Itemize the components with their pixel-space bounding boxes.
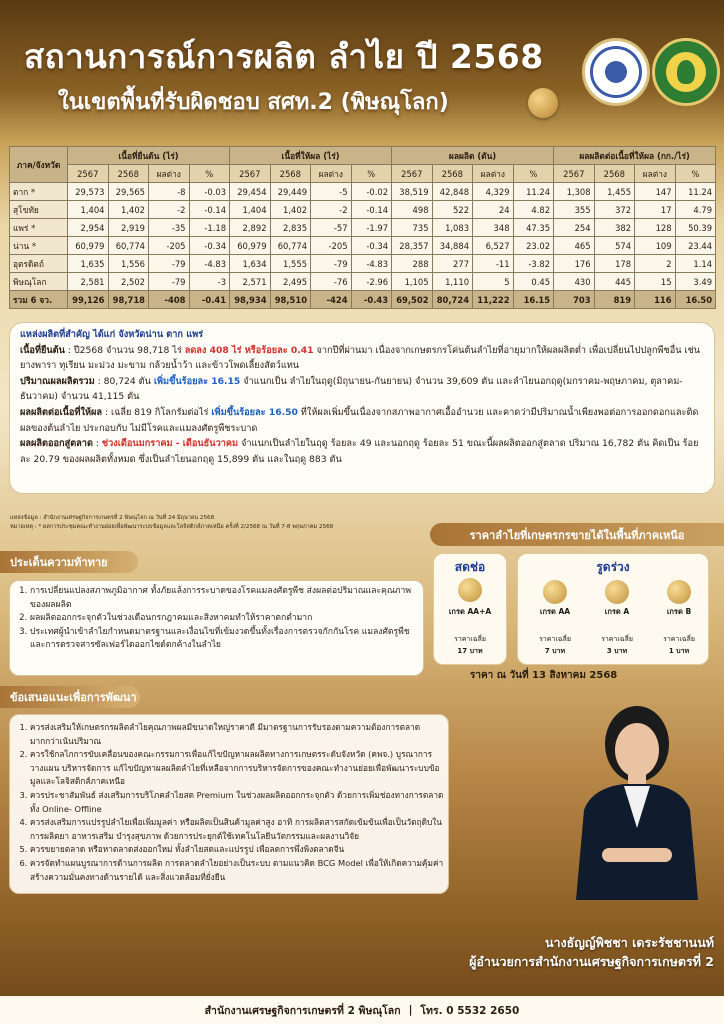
price-panel <box>433 553 709 665</box>
table-cell: 735 <box>392 219 433 237</box>
note-line: หมายเหตุ : * ผลการประชุมคณะทำงานย่อยเพื่อพัฒนาระบบข้อมูลและโลจิสติกส์ภาคเหนือ ครั้งที่ 2/2568 ณ วันที่ 7-8 พฤษภาคม 2568 <box>10 524 334 530</box>
group-header: เนื้อที่ยืนต้น (ไร่) <box>68 147 230 165</box>
column-header: % <box>513 165 554 183</box>
table-cell: -11 <box>473 255 514 273</box>
total-cell: 16.50 <box>675 291 716 309</box>
table-cell: 60,774 <box>270 237 311 255</box>
table-cell: -2 <box>149 201 190 219</box>
price-date: ราคา ณ วันที่ 13 สิงหาคม 2568 <box>470 670 618 681</box>
area-highlight: ลดลง 408 ไร่ หรือร้อยละ 0.41 <box>184 344 314 356</box>
table-cell: 430 <box>554 273 595 291</box>
director-name: นางธัญญ์พิชชา เดระรัชชานนท์ <box>544 935 714 950</box>
yield-paragraph <box>20 405 704 436</box>
table-row <box>10 273 716 291</box>
group-header: ผลผลิตต่อเนื้อที่ให้ผล (กก./ไร่) <box>554 147 716 165</box>
column-header: 2568 <box>594 165 635 183</box>
table-cell: 47.35 <box>513 219 554 237</box>
table-cell: 382 <box>594 219 635 237</box>
table-cell: -8 <box>149 183 190 201</box>
column-header: 2568 <box>270 165 311 183</box>
table-cell: 355 <box>554 201 595 219</box>
province-cell: น่าน * <box>10 237 68 255</box>
province-cell: พิษณุโลก <box>10 273 68 291</box>
table-cell: 147 <box>635 183 676 201</box>
column-header: % <box>351 165 392 183</box>
table-cell: 3.49 <box>675 273 716 291</box>
table-cell: -5 <box>311 183 352 201</box>
table-cell: 11.24 <box>675 183 716 201</box>
table-cell: 1,634 <box>230 255 271 273</box>
longan-icon <box>667 580 691 604</box>
table-cell: -3.82 <box>513 255 554 273</box>
total-cell: 703 <box>554 291 595 309</box>
longan-icon <box>605 580 629 604</box>
table-cell: 60,979 <box>68 237 109 255</box>
table-cell: 288 <box>392 255 433 273</box>
table-cell: 1,635 <box>68 255 109 273</box>
footer-org: สำนักงานเศรษฐกิจการเกษตรที่ 2 พิษณุโลก <box>204 1004 401 1017</box>
total-cell: 98,934 <box>230 291 271 309</box>
longan-icon <box>543 580 567 604</box>
table-cell: 34,884 <box>432 237 473 255</box>
loose-price-label: ราคาเฉลี่ย <box>539 635 571 643</box>
table-cell: 42,848 <box>432 183 473 201</box>
table-cell: 1,110 <box>432 273 473 291</box>
page-subtitle: ในเขตพื้นที่รับผิดชอบ สศท.2 (พิษณุโลก) <box>58 90 449 115</box>
total-cell: 98,510 <box>270 291 311 309</box>
loose-price-label: ราคาเฉลี่ย <box>663 635 695 643</box>
column-header: % <box>189 165 230 183</box>
table-cell: 0.45 <box>513 273 554 291</box>
loose-grade: เกรด B <box>666 607 692 616</box>
table-cell: 498 <box>392 201 433 219</box>
area-text-rest: จากปีที่ผ่านมา เนื่องจากเกษตรกรโค่นต้นลำไยที่อายุมากให้ผลผลิตต่ำ เพื่อเปลี่ยนไปปลูกพืชอื่น เช่น ยางพารา ทุเรียน มะม่วง มะขาม กล้วยน้ำว้า และข้าวโพดเลี้ยงสัตว์แทน <box>20 344 701 372</box>
table-cell: 2,502 <box>108 273 149 291</box>
column-header: 2567 <box>554 165 595 183</box>
table-row <box>10 237 716 255</box>
total-cell: 98,718 <box>108 291 149 309</box>
fresh-title: สดช่อ <box>454 560 486 574</box>
table-cell: 2,495 <box>270 273 311 291</box>
table-cell: -1.18 <box>189 219 230 237</box>
table-cell: 1,402 <box>270 201 311 219</box>
table-cell: 38,519 <box>392 183 433 201</box>
table-cell: -4.83 <box>351 255 392 273</box>
table-cell: 348 <box>473 219 514 237</box>
table-cell: 29,565 <box>108 183 149 201</box>
market-text-rest: จำแนกเป็นลำไยในฤดู ร้อยละ 49 และนอกฤดู ร้อยละ 51 ขณะนี้ผลผลิตออกสู่ตลาด ปริมาณ 16,782 ตัน คิดเป็น ร้อยละ 20.79 ของผลผลิตทั้งหมด ซึ่งเป็นลำไยนอกฤดู 15,899 ตัน และในฤดู 883 ตัน <box>20 438 699 465</box>
table-cell: -4.83 <box>189 255 230 273</box>
table-cell: 4.79 <box>675 201 716 219</box>
production-paragraph <box>20 374 704 405</box>
suggestions-heading: ข้อเสนอแนะเพื่อการพัฒนา <box>0 686 140 708</box>
production-text-rest: จำแนกเป็น ลำไยในฤดู(มิถุนายน-กันยายน) จำนวน 39,609 ตัน และลำไยนอกฤดู(มกราคม-พฤษภาคม, ตุลาคม-ธันวาคม) จำนวน 41,115 ตัน <box>20 375 683 403</box>
fresh-bunch-card <box>433 553 507 665</box>
table-cell: -79 <box>149 255 190 273</box>
suggestion-item: 2. ควรใช้กลไกการขับเคลื่อนของคณะกรรมการเพื่อแก้ไขปัญหาผลผลิตทางการเกษตรระดับจังหวัด (คพจ.) บูรณาการวางแผน บริหารจัดการ แก้ไขปัญหาผลผลิตลำไยที่เหลือจากการบริหารจัดการของคณะทำงานย่อยเพื่อพัฒนาระบบข้อมูลและโลจิสติกส์ภาคเหนือ <box>30 748 444 789</box>
loose-price: 1 บาท <box>668 647 690 655</box>
table-cell: 29,454 <box>230 183 271 201</box>
challenge-item: 3. ประเทศผู้นำเข้าลำไยกำหนดมาตรฐานและเงื่อนไขที่เข้มงวดขึ้นทั้งเรื่องการตรวจกักกันโรค แมลงศัตรูพืชและการตรวจสารซัลเฟอร์ไดออกไซด์ตกค้างในลำไย <box>30 626 415 653</box>
table-cell: 574 <box>594 237 635 255</box>
price-banner: ราคาลำไยที่เกษตรกรขายได้ในพื้นที่ภาคเหนือ <box>430 523 724 546</box>
loose-price: 3 บาท <box>606 647 628 655</box>
table-cell: 1.14 <box>675 255 716 273</box>
challenge-item: 2. ผลผลิตออกกระจุกตัวในช่วงเดือนกรกฎาคมและสิงหาคมทำให้ราคาตกต่ำมาก <box>30 612 415 626</box>
production-table <box>9 146 715 309</box>
total-cell: 819 <box>594 291 635 309</box>
total-cell: 16.15 <box>513 291 554 309</box>
group-header: เนื้อที่ให้ผล (ไร่) <box>230 147 392 165</box>
total-cell: 99,126 <box>68 291 109 309</box>
table-cell: 2 <box>635 255 676 273</box>
suggestion-item: 6. ควรจัดทำแผนบูรณาการด้านการผลิต การตลาดลำไยอย่างเป็นระบบ ตามแนวคิด BCG Model เพื่อให้เกิดความคุ้มค่า สร้างความมั่นคงทางด้านรายได้ และสิ่งแวดล้อมที่ยั่งยืน <box>30 857 444 884</box>
source-notes <box>10 514 333 532</box>
table-cell: -1.97 <box>351 219 392 237</box>
total-cell: 116 <box>635 291 676 309</box>
table-cell: 2,835 <box>270 219 311 237</box>
table-cell: 4,329 <box>473 183 514 201</box>
table-cell: 5 <box>473 273 514 291</box>
column-header: 2568 <box>108 165 149 183</box>
ministry-logo <box>652 38 720 106</box>
suggestion-item: 3. ควรประชาสัมพันธ์ ส่งเสริมการบริโภคลำไยสด Premium ในช่วงผลผลิตออกกระจุกตัว ด้วยการเพิ่มช่องทางการตลาดทั้ง Online- Offline <box>30 789 444 816</box>
table-cell: 4.82 <box>513 201 554 219</box>
suggestion-item: 5. ควรขยายตลาด หรือหาตลาดส่งออกใหม่ ทั้งลำไยสดและแปรรูป เพื่อลดการพึ่งพิงตลาดจีน <box>30 843 444 857</box>
market-text: : <box>92 438 102 450</box>
loose-price-label: ราคาเฉลี่ย <box>601 635 633 643</box>
table-cell: 109 <box>635 237 676 255</box>
suggestion-item: 4. ควรส่งเสริมการแปรรูปลำไยเพื่อเพิ่มมูลค่า หรือผลิตเป็นสินค้ามูลค่าสูง อาทิ การผลิตสารสกัดเข้มข้นเพื่อเป็นวัตถุดิบในการผลิตยา อาหารเสริม บำรุงสุขภาพ ด้วยการประยุกต์ใช้เทคโนโลยีนวัตกรรมและผลงานวิจัย <box>30 816 444 843</box>
table-cell: 128 <box>635 219 676 237</box>
table-cell: 1,402 <box>108 201 149 219</box>
table-cell: 2,892 <box>230 219 271 237</box>
market-label: ผลผลิตออกสู่ตลาด <box>20 438 93 450</box>
table-cell: 465 <box>554 237 595 255</box>
longan-bunch-icon <box>458 578 482 602</box>
table-cell: -2 <box>311 201 352 219</box>
table-row <box>10 255 716 273</box>
table-cell: -0.34 <box>351 237 392 255</box>
province-cell: สุโขทัย <box>10 201 68 219</box>
table-cell: 254 <box>554 219 595 237</box>
table-cell: -0.14 <box>351 201 392 219</box>
table-cell: -205 <box>311 237 352 255</box>
loose-fruit-card <box>517 553 709 665</box>
table-cell: 1,404 <box>230 201 271 219</box>
table-cell: -79 <box>149 273 190 291</box>
province-cell: ตาก * <box>10 183 68 201</box>
key-source-heading: แหล่งผลิตที่สำคัญ ได้แก่ จังหวัดน่าน ตาก แพร่ <box>20 329 204 340</box>
table-cell: 24 <box>473 201 514 219</box>
total-row <box>10 291 716 309</box>
loose-title: รูดร่วง <box>596 560 630 574</box>
table-cell: 2,581 <box>68 273 109 291</box>
province-cell: อุตรดิตถ์ <box>10 255 68 273</box>
table-cell: 2,919 <box>108 219 149 237</box>
yield-highlight: เพิ่มขึ้นร้อยละ 16.50 <box>211 406 298 418</box>
table-cell: 11.24 <box>513 183 554 201</box>
table-cell: 2,571 <box>230 273 271 291</box>
table-cell: 277 <box>432 255 473 273</box>
total-cell: -408 <box>149 291 190 309</box>
challenges-heading: ประเด็นความท้าทาย <box>0 551 138 573</box>
table-cell: 29,573 <box>68 183 109 201</box>
table-cell: 50.39 <box>675 219 716 237</box>
table-cell: -0.02 <box>351 183 392 201</box>
table-cell: 372 <box>594 201 635 219</box>
challenge-item: 1. การเปลี่ยนแปลงสภาพภูมิอากาศ ทั้งภัยแล้งการระบาดของโรคแมลงศัตรูพืช ส่งผลต่อปริมาณและคุณภาพของผลผลิต <box>30 585 415 612</box>
table-cell: 60,774 <box>108 237 149 255</box>
total-cell: 80,724 <box>432 291 473 309</box>
suggestions-box <box>9 714 449 894</box>
column-header: 2567 <box>230 165 271 183</box>
page-title: สถานการณ์การผลิต ลำไย ปี 2568 <box>24 37 544 76</box>
table-cell: 178 <box>594 255 635 273</box>
source-line: แหล่งข้อมูล : สำนักงานเศรษฐกิจการเกษตรที่ 2 พิษณุโลก ณ วันที่ 24 มิถุนายน 2568 <box>10 515 215 521</box>
table-cell: -35 <box>149 219 190 237</box>
column-header: ผลต่าง <box>473 165 514 183</box>
column-header: ผลต่าง <box>635 165 676 183</box>
loose-price: 7 บาท <box>544 647 566 655</box>
table-cell: -2.96 <box>351 273 392 291</box>
group-header: ผลผลิต (ตัน) <box>392 147 554 165</box>
table-cell: 1,555 <box>270 255 311 273</box>
director-position: ผู้อำนวยการสำนักงานเศรษฐกิจการเกษตรที่ 2 <box>469 954 714 969</box>
table-cell: 445 <box>594 273 635 291</box>
suggestion-item: 1. ควรส่งเสริมให้เกษตรกรผลิตลำไยคุณภาพผลมีขนาดใหญ่ราคาดี มีมาตรฐานการรับรองตามความต้องการตลาดมากกว่าเน้นปริมาณ <box>30 721 444 748</box>
table-cell: -0.34 <box>189 237 230 255</box>
table-row <box>10 183 716 201</box>
production-text: : 80,724 ตัน <box>94 375 154 387</box>
total-label: รวม 6 จว. <box>10 291 68 309</box>
table-cell: -79 <box>311 255 352 273</box>
market-highlight: ช่วงเดือนมกราคม - เดือนธันวาคม <box>101 438 239 450</box>
table-cell: -0.03 <box>189 183 230 201</box>
production-label: ปริมาณผลผลิตรวม <box>20 375 95 387</box>
area-text: : ปี2568 จำนวน 98,718 ไร่ <box>64 344 185 356</box>
table-row <box>10 219 716 237</box>
area-paragraph <box>20 343 704 374</box>
table-corner-header: ภาค/จังหวัด <box>10 147 68 183</box>
province-cell: แพร่ * <box>10 219 68 237</box>
column-header: % <box>675 165 716 183</box>
yield-label: ผลผลิตต่อเนื้อที่ให้ผล <box>20 406 103 418</box>
table-cell: 17 <box>635 201 676 219</box>
table-cell: 2,954 <box>68 219 109 237</box>
table-cell: 1,308 <box>554 183 595 201</box>
table-cell: 176 <box>554 255 595 273</box>
table-cell: 522 <box>432 201 473 219</box>
table-cell: -205 <box>149 237 190 255</box>
summary-card <box>9 322 715 494</box>
challenges-box <box>9 580 424 676</box>
production-highlight: เพิ่มขึ้นร้อยละ 16.15 <box>153 375 241 387</box>
column-header: 2568 <box>432 165 473 183</box>
table-cell: -57 <box>311 219 352 237</box>
table-cell: 23.02 <box>513 237 554 255</box>
table-cell: 1,404 <box>68 201 109 219</box>
yield-text-rest: ที่ให้ผลเพิ่มขึ้นเนื่องจากสภาพอากาศเอื้ออำนวย และคาดว่ามีปริมาณน้ำเพียงพอต่อการออกดอกและติดผลของต้นลำไย ประกอบกับ ไม่มีโรคและแมลงศัตรูพืชระบาด <box>20 406 699 434</box>
total-cell: -0.43 <box>351 291 392 309</box>
table-row <box>10 201 716 219</box>
fresh-price: 17 บาท <box>457 647 483 655</box>
table-cell: -76 <box>311 273 352 291</box>
signature-block <box>454 933 714 971</box>
table-cell: 60,979 <box>230 237 271 255</box>
column-header: 2567 <box>392 165 433 183</box>
total-cell: -424 <box>311 291 352 309</box>
table-cell: 15 <box>635 273 676 291</box>
loose-grade: เกรด AA <box>539 607 571 616</box>
table-cell: 28,357 <box>392 237 433 255</box>
footer-phone: โทร. 0 5532 2650 <box>420 1004 520 1017</box>
oae-logo <box>582 38 650 106</box>
table-cell: 1,083 <box>432 219 473 237</box>
table-cell: -0.14 <box>189 201 230 219</box>
total-cell: -0.41 <box>189 291 230 309</box>
table-cell: -3 <box>189 273 230 291</box>
footer-bar <box>0 996 724 1024</box>
footer-separator: | <box>408 1004 413 1016</box>
column-header: 2567 <box>68 165 109 183</box>
column-header: ผลต่าง <box>149 165 190 183</box>
table-cell: 23.44 <box>675 237 716 255</box>
total-cell: 11,222 <box>473 291 514 309</box>
total-cell: 69,502 <box>392 291 433 309</box>
market-paragraph <box>20 436 704 467</box>
director-photo <box>562 688 712 900</box>
table-cell: 29,449 <box>270 183 311 201</box>
yield-text: : เฉลี่ย 819 กิโลกรัมต่อไร่ <box>102 406 212 418</box>
loose-grade: เกรด A <box>604 607 630 616</box>
fresh-grade: เกรด AA+A <box>448 607 492 616</box>
table-cell: 6,527 <box>473 237 514 255</box>
column-header: ผลต่าง <box>311 165 352 183</box>
table-cell: 1,556 <box>108 255 149 273</box>
fresh-price-label: ราคาเฉลี่ย <box>454 635 486 643</box>
table-cell: 1,105 <box>392 273 433 291</box>
area-label: เนื้อที่ยืนต้น <box>20 344 65 356</box>
table-cell: 1,455 <box>594 183 635 201</box>
longan-fruit-icon <box>528 88 558 118</box>
